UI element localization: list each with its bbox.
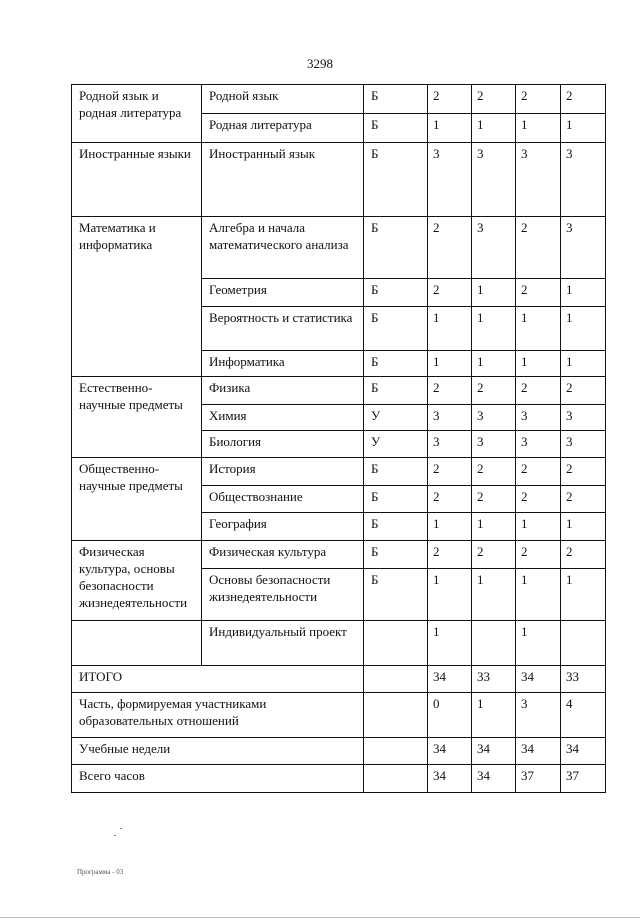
hours-cell: 34 xyxy=(472,738,516,765)
hours-cell: 1 xyxy=(516,114,561,143)
scan-speck xyxy=(114,835,116,836)
hours-cell: 1 xyxy=(516,569,561,621)
subject-area-cell: Родной язык и родная литература xyxy=(72,85,202,143)
hours-cell: 37 xyxy=(516,765,561,793)
hours-cell: 3 xyxy=(561,431,606,458)
hours-cell: 3 xyxy=(472,405,516,431)
total-row xyxy=(72,765,606,793)
hours-cell: 2 xyxy=(516,279,561,307)
hours-cell: 1 xyxy=(472,114,516,143)
subject-cell: Алгебра и начала математического анализа xyxy=(202,217,364,279)
hours-cell: 1 xyxy=(428,513,472,541)
hours-cell: 2 xyxy=(516,541,561,569)
subject-cell: Физическая культура xyxy=(202,541,364,569)
level-cell: У xyxy=(364,405,428,431)
hours-cell: 4 xyxy=(561,693,606,738)
level-cell xyxy=(364,765,428,793)
subject-cell: Вероятность и статистика xyxy=(202,307,364,351)
hours-cell: 1 xyxy=(561,569,606,621)
hours-cell: 3 xyxy=(472,143,516,217)
hours-cell: 1 xyxy=(516,307,561,351)
level-cell: Б xyxy=(364,114,428,143)
subject-area-cell: Общественно-научные предметы xyxy=(72,458,202,541)
level-cell: Б xyxy=(364,217,428,279)
level-cell: Б xyxy=(364,279,428,307)
table-row xyxy=(72,217,606,279)
hours-cell: 1 xyxy=(428,351,472,377)
level-cell: Б xyxy=(364,486,428,513)
hours-cell: 3 xyxy=(472,431,516,458)
hours-cell: 2 xyxy=(428,541,472,569)
level-cell: Б xyxy=(364,143,428,217)
table-row xyxy=(72,621,606,666)
subject-area-cell xyxy=(72,621,202,666)
hours-cell: 1 xyxy=(472,569,516,621)
subject-cell: Родная литература xyxy=(202,114,364,143)
scan-speck xyxy=(120,828,122,829)
hours-cell: 1 xyxy=(472,307,516,351)
subject-cell: Биология xyxy=(202,431,364,458)
level-cell: Б xyxy=(364,513,428,541)
total-row xyxy=(72,738,606,765)
level-cell: Б xyxy=(364,458,428,486)
subject-cell: Информатика xyxy=(202,351,364,377)
subject-cell: Геометрия xyxy=(202,279,364,307)
hours-cell: 34 xyxy=(472,765,516,793)
hours-cell: 1 xyxy=(428,569,472,621)
hours-cell: 2 xyxy=(516,85,561,114)
hours-cell: 2 xyxy=(561,486,606,513)
level-cell xyxy=(364,693,428,738)
table-row xyxy=(72,458,606,486)
level-cell: Б xyxy=(364,351,428,377)
subject-cell: Индивидуальный проект xyxy=(202,621,364,666)
subject-area-cell: Естественно-научные предметы xyxy=(72,377,202,458)
hours-cell: 33 xyxy=(561,666,606,693)
hours-cell: 1 xyxy=(516,351,561,377)
total-label: Часть, формируемая участниками образовательных отношений xyxy=(72,693,364,738)
subject-area-cell: Иностранные языки xyxy=(72,143,202,217)
subject-cell: Обществознание xyxy=(202,486,364,513)
hours-cell: 37 xyxy=(561,765,606,793)
level-cell xyxy=(364,621,428,666)
hours-cell: 2 xyxy=(428,377,472,405)
total-label: Учебные недели xyxy=(72,738,364,765)
level-cell xyxy=(364,738,428,765)
hours-cell xyxy=(472,621,516,666)
hours-cell: 3 xyxy=(472,217,516,279)
hours-cell: 2 xyxy=(561,458,606,486)
total-label: Всего часов xyxy=(72,765,364,793)
hours-cell: 34 xyxy=(428,738,472,765)
page-number: 3298 xyxy=(307,56,333,71)
hours-cell: 2 xyxy=(428,279,472,307)
total-label: ИТОГО xyxy=(72,666,364,693)
subject-area-cell: Математика и информатика xyxy=(72,217,202,377)
hours-cell: 1 xyxy=(516,513,561,541)
hours-cell: 1 xyxy=(428,307,472,351)
hours-cell: 3 xyxy=(428,143,472,217)
hours-cell: 2 xyxy=(561,377,606,405)
total-row xyxy=(72,666,606,693)
hours-cell: 1 xyxy=(561,351,606,377)
scan-edge-line xyxy=(0,917,640,918)
hours-cell: 34 xyxy=(516,666,561,693)
hours-cell: 34 xyxy=(561,738,606,765)
subject-area-cell: Физическая культура, основы безопасности жизнедеятельности xyxy=(72,541,202,621)
hours-cell: 2 xyxy=(428,486,472,513)
hours-cell: 1 xyxy=(561,114,606,143)
hours-cell: 3 xyxy=(516,431,561,458)
hours-cell xyxy=(561,621,606,666)
level-cell: Б xyxy=(364,85,428,114)
subject-cell: Иностранный язык xyxy=(202,143,364,217)
subject-cell: Основы безопасности жизнедеятельности xyxy=(202,569,364,621)
hours-cell: 2 xyxy=(428,458,472,486)
hours-cell: 2 xyxy=(472,377,516,405)
hours-cell: 1 xyxy=(561,307,606,351)
hours-cell: 33 xyxy=(472,666,516,693)
hours-cell: 3 xyxy=(428,431,472,458)
hours-cell: 2 xyxy=(516,458,561,486)
hours-cell: 34 xyxy=(428,765,472,793)
hours-cell: 3 xyxy=(561,217,606,279)
table-row xyxy=(72,377,606,405)
hours-cell: 1 xyxy=(472,513,516,541)
hours-cell: 2 xyxy=(561,541,606,569)
hours-cell: 34 xyxy=(516,738,561,765)
hours-cell: 1 xyxy=(428,114,472,143)
hours-cell: 1 xyxy=(472,279,516,307)
hours-cell: 2 xyxy=(516,217,561,279)
table-row xyxy=(72,85,606,114)
hours-cell: 1 xyxy=(561,513,606,541)
table-row xyxy=(72,143,606,217)
hours-cell: 1 xyxy=(428,621,472,666)
hours-cell: 2 xyxy=(516,486,561,513)
footer-code: Программа - 03 xyxy=(77,868,124,876)
hours-cell: 2 xyxy=(472,486,516,513)
subject-cell: Родной язык xyxy=(202,85,364,114)
hours-cell: 1 xyxy=(472,693,516,738)
table-row xyxy=(72,541,606,569)
curriculum-table xyxy=(71,84,606,793)
hours-cell: 2 xyxy=(472,85,516,114)
subject-cell: История xyxy=(202,458,364,486)
subject-cell: Химия xyxy=(202,405,364,431)
hours-cell: 34 xyxy=(428,666,472,693)
hours-cell: 2 xyxy=(472,541,516,569)
hours-cell: 2 xyxy=(428,85,472,114)
level-cell: Б xyxy=(364,307,428,351)
subject-cell: География xyxy=(202,513,364,541)
hours-cell: 2 xyxy=(428,217,472,279)
hours-cell: 1 xyxy=(472,351,516,377)
hours-cell: 3 xyxy=(516,405,561,431)
hours-cell: 3 xyxy=(428,405,472,431)
level-cell: У xyxy=(364,431,428,458)
hours-cell: 3 xyxy=(561,143,606,217)
level-cell: Б xyxy=(364,569,428,621)
total-row xyxy=(72,693,606,738)
level-cell xyxy=(364,666,428,693)
hours-cell: 1 xyxy=(561,279,606,307)
hours-cell: 0 xyxy=(428,693,472,738)
hours-cell: 1 xyxy=(516,621,561,666)
level-cell: Б xyxy=(364,377,428,405)
hours-cell: 2 xyxy=(561,85,606,114)
hours-cell: 3 xyxy=(561,405,606,431)
hours-cell: 3 xyxy=(516,693,561,738)
level-cell: Б xyxy=(364,541,428,569)
hours-cell: 3 xyxy=(516,143,561,217)
hours-cell: 2 xyxy=(516,377,561,405)
subject-cell: Физика xyxy=(202,377,364,405)
hours-cell: 2 xyxy=(472,458,516,486)
